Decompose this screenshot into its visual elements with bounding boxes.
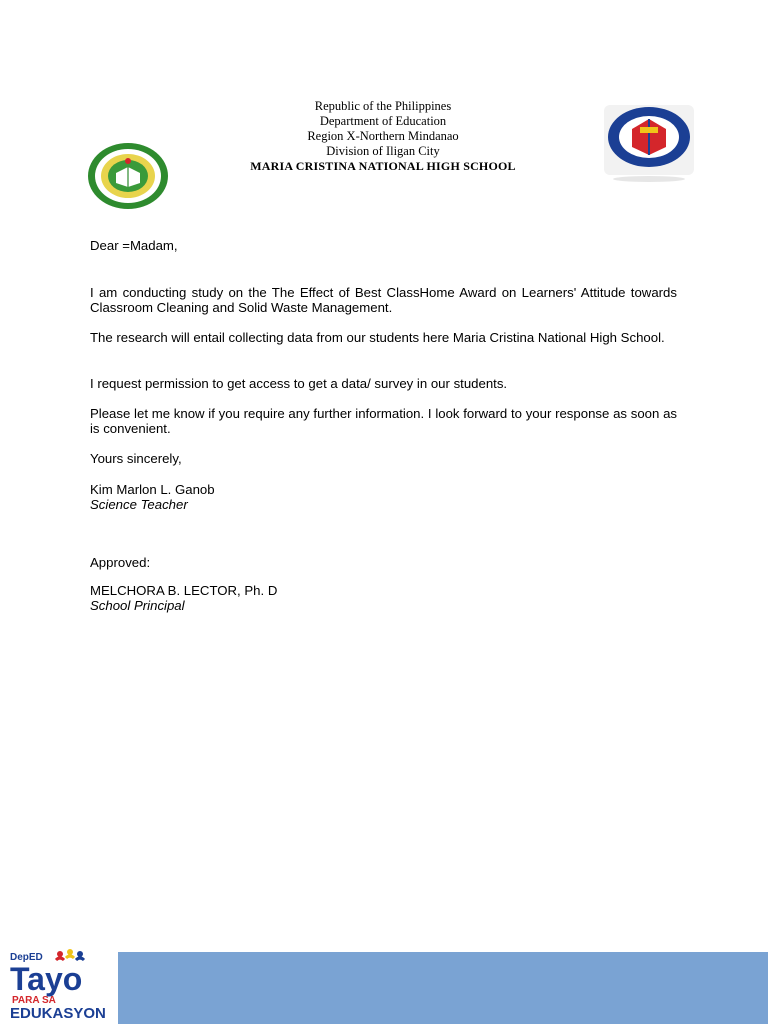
paragraph-study: I am conducting study on the The Effect of Best ClassHome Award on Learners' Attitude towards Classroom Cleaning and Solid Waste Management. xyxy=(90,285,677,315)
school-seal-icon xyxy=(86,141,170,211)
header-region: Region X-Northern Mindanao xyxy=(307,129,459,143)
paragraph-request: I request permission to get access to get a data/ survey in our students. xyxy=(90,376,508,391)
header-division: Division of Iligan City xyxy=(326,144,440,158)
signer-name: Kim Marlon L. Ganob xyxy=(90,482,215,497)
signer-title: Science Teacher xyxy=(90,497,188,512)
salutation: Dear =Madam, xyxy=(90,238,178,253)
header-republic: Republic of the Philippines xyxy=(314,99,452,113)
logo-edukasyon-text: EDUKASYON xyxy=(10,1005,106,1022)
deped-tayo-logo xyxy=(0,944,118,1024)
approver-name: MELCHORA B. LECTOR, Ph. D xyxy=(90,583,278,598)
logo-tayo-text: Tayo xyxy=(10,961,83,997)
paragraph-research: The research will entail collecting data from our students here Maria Cristina National High School. xyxy=(90,330,665,345)
paragraph-followup: Please let me know if you require any further information. I look forward to your response as soon as is convenient. xyxy=(90,406,677,436)
approver-title: School Principal xyxy=(90,598,185,613)
logo-deped-text: DepED xyxy=(10,952,43,963)
header-school-name: MARIA CRISTINA NATIONAL HIGH SCHOOL xyxy=(250,159,516,173)
logo-para-sa-text: PARA SA xyxy=(12,995,56,1006)
approved-label: Approved: xyxy=(90,555,151,570)
header-department: Department of Education xyxy=(319,114,447,128)
deped-seal-icon xyxy=(602,103,696,183)
closing: Yours sincerely, xyxy=(90,451,182,466)
